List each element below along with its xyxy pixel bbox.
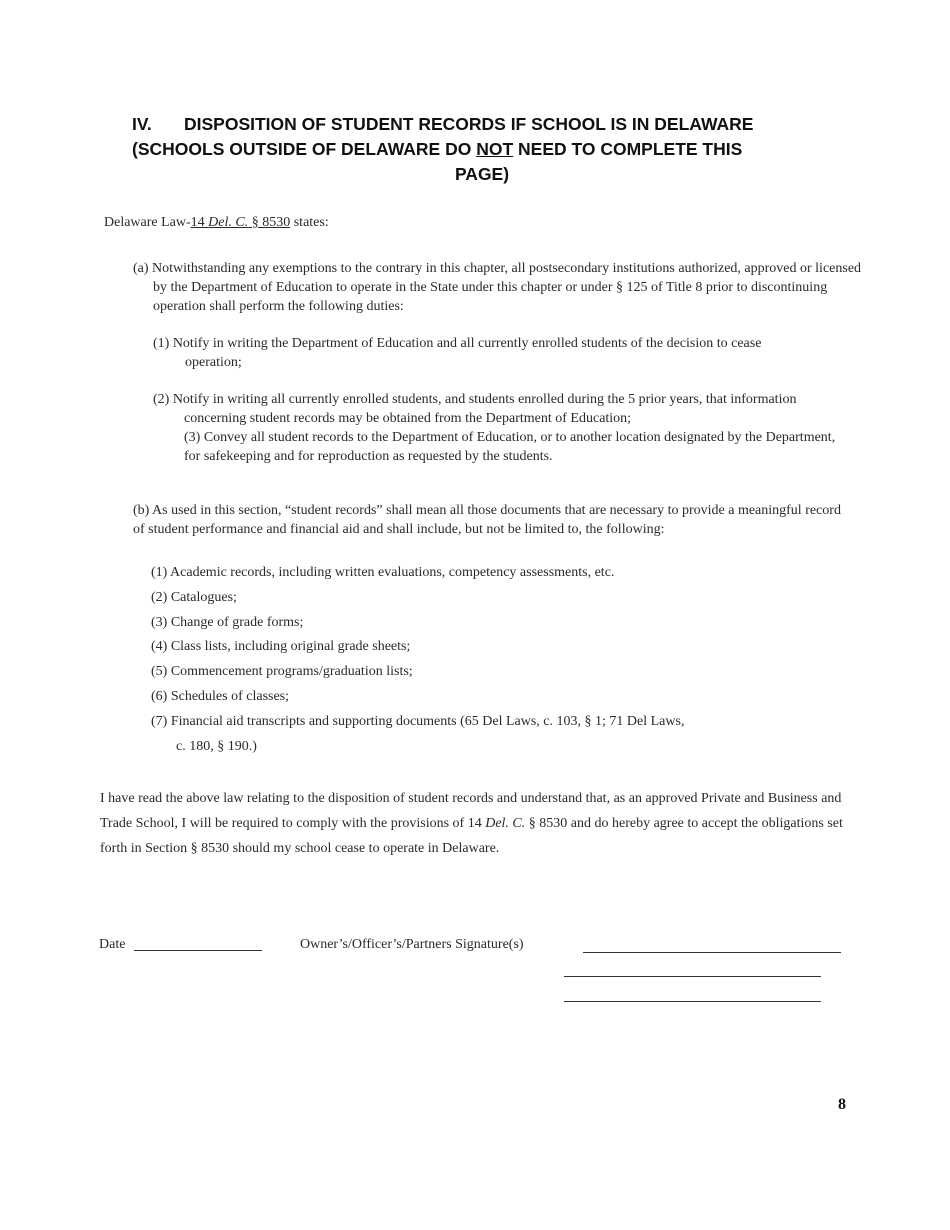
page-number: 8 [838,1096,846,1113]
list-item: (6) Schedules of classes; [151,689,290,704]
heading-line-2-post: NEED TO COMPLETE THIS [513,139,743,159]
list-item: (3) Change of grade forms; [151,615,304,630]
section-b-intro: (b) As used in this section, “student records” shall mean all those documents that are necessary to provide a meaningful record of student performance and financial aid and shall include, but not be limited to, the following: [133,503,841,537]
list-item: (2) Catalogues; [151,590,237,605]
section-heading [132,112,832,187]
list-item: (4) Class lists, including original grade sheets; [151,639,411,654]
acknowledgement-statement: I have read the above law relating to the disposition of student records and understand that, as an approved Private and Business and Trade School, I will be required to comply with the provisions of 14 Del. C. § 8530 and do hereby agree to accept the obligations set forth in Section § 8530 should my school cease to operate in Delaware. [100,791,843,856]
heading-line-3: PAGE) [454,164,510,184]
list-item-continuation: c. 180, § 190.) [176,739,257,754]
signature-line-3[interactable] [564,1001,821,1002]
duty-2-3: (2) Notify in writing all currently enrolled students, and students enrolled during the 5 prior years, that information concerning student records may be obtained from the Department of Education; (3) Convey all student records to the Department of Education, or to another location designated by the Department, for safekeeping and for reproduction as requested by the students. [153,392,836,464]
signature-label: Owner’s/Officer’s/Partners Signature(s) [300,937,524,952]
signature-line-1[interactable] [583,952,841,953]
duty-1: (1) Notify in writing the Department of Education and all currently enrolled students of the decision to cease operation; [153,336,762,370]
law-citation-line: Delaware Law-14 Del. C. § 8530 states: [104,215,329,230]
section-a-paragraph: (a) Notwithstanding any exemptions to the contrary in this chapter, all postsecondary institutions authorized, approved or licensed by the Department of Education to operate in the State under this chapter or under § 125 of Title 8 prior to discontinuing operation shall perform the following duties: [133,261,862,314]
heading-line-2-pre: (SCHOOLS OUTSIDE OF DELAWARE DO [132,139,477,159]
list-item: (1) Academic records, including written evaluations, competency assessments, etc. [151,565,615,580]
signature-line-2[interactable] [564,976,821,977]
law-citation: 14 Del. C. § 8530 [190,215,291,230]
heading-line-1: DISPOSITION OF STUDENT RECORDS IF SCHOOL IS IN DELAWARE [184,114,754,134]
section-number: IV. [132,114,152,134]
date-line[interactable] [134,950,262,951]
list-item: (5) Commencement programs/graduation lists; [151,664,413,679]
date-label: Date [99,937,126,952]
heading-not-emphasis: NOT [476,139,514,159]
list-item: (7) Financial aid transcripts and supporting documents (65 Del Laws, c. 103, § 1; 71 Del Laws, [151,714,685,729]
